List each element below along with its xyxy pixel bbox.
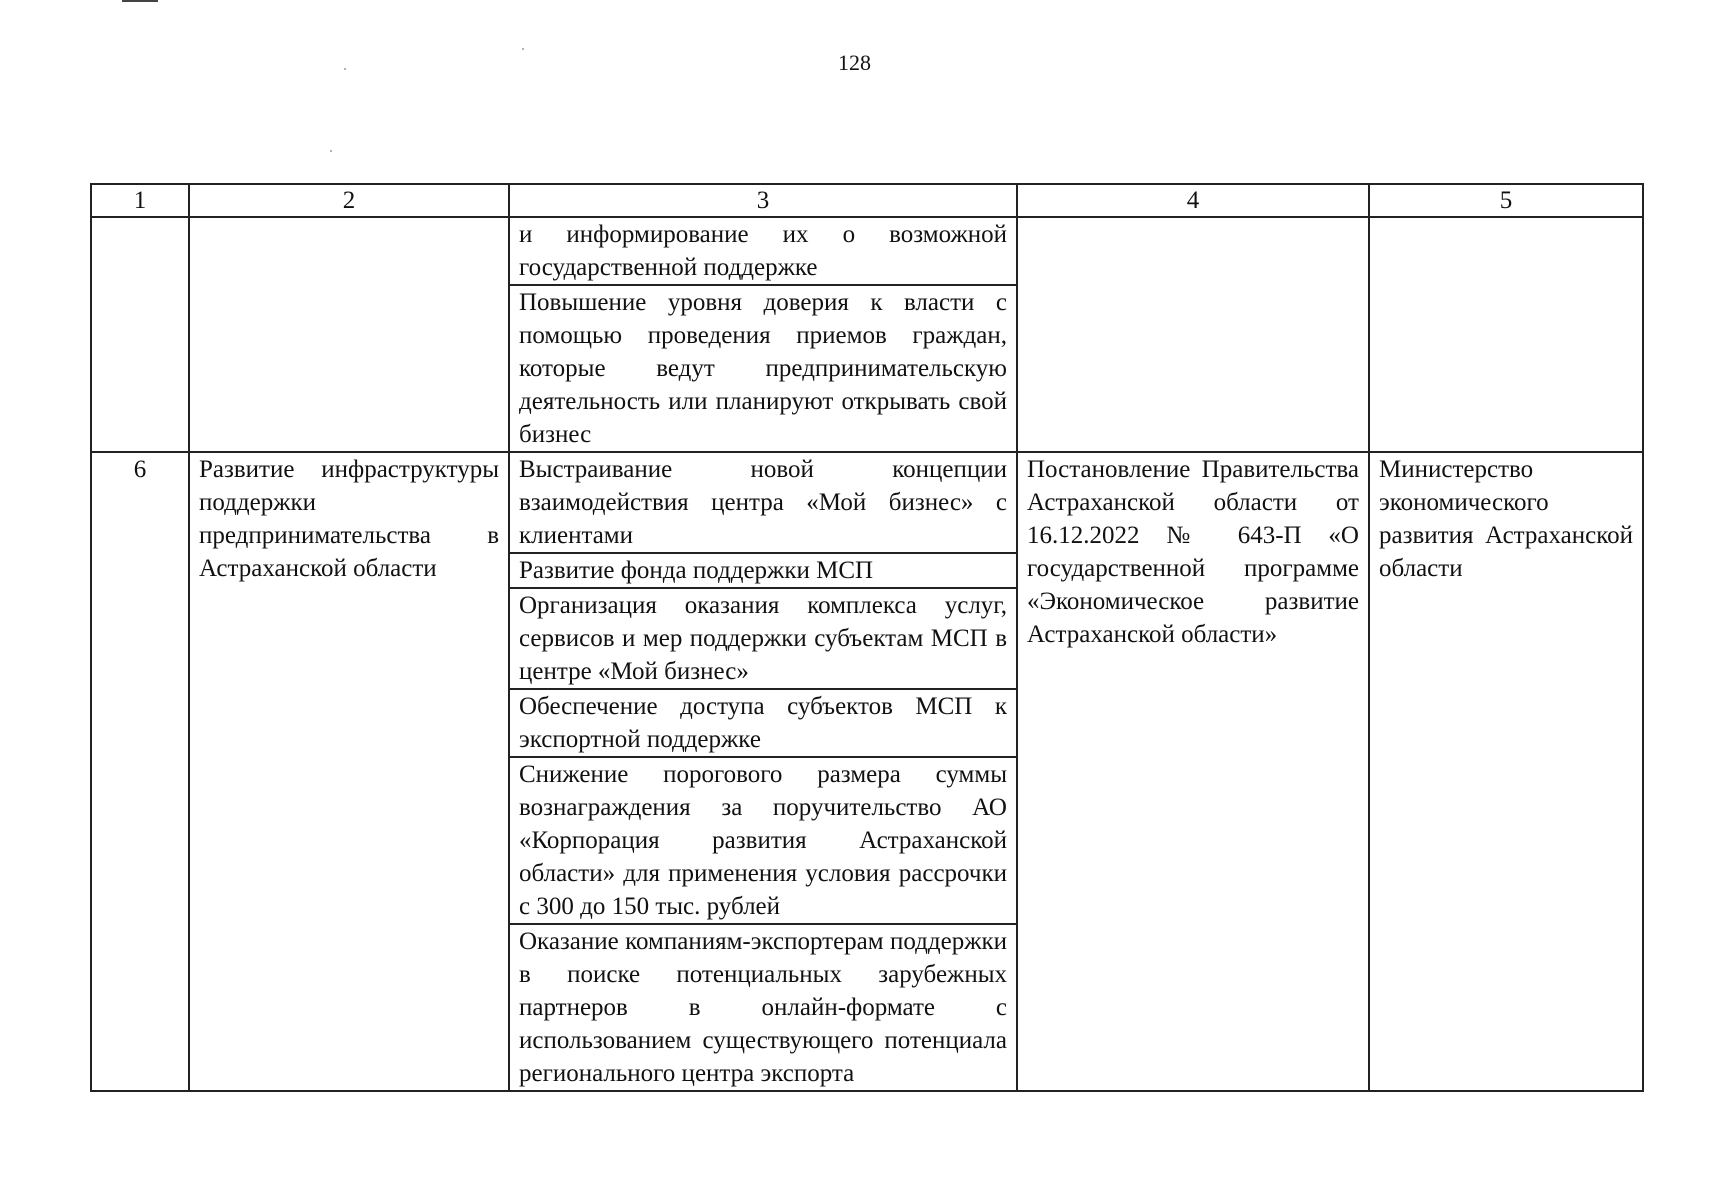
measure-item: Оказание компаниям-экспортерам поддержки в поиске потенциальных зарубежных партнеров в онлайн-формате с использованием существующего потенциала регионального центра экспорта	[519, 928, 1007, 1087]
measures-cell	[509, 452, 1017, 1091]
measure-item: и информирование их о возможной государственной поддержке	[510, 218, 1016, 286]
measure-item: Развитие фонда поддержки МСП	[510, 554, 1016, 589]
table-header-row	[91, 184, 1643, 217]
continued-col-2	[189, 217, 509, 452]
row-number: 6	[91, 452, 189, 1091]
executor-cell: Министерство экономического развития Астраханской области	[1369, 452, 1643, 1091]
document-cell: Постановление Правительства Астраханской области от 16.12.2022 № 643-П «О государственной программе «Экономическое развитие Астраханской области»	[1017, 452, 1369, 1091]
continued-col-4	[1017, 217, 1369, 452]
continued-col-1	[91, 217, 189, 452]
measure-item: Выстраивание новой концепции взаимодействия центра «Мой бизнес» с клиентами	[510, 453, 1016, 554]
continued-col-5	[1369, 217, 1643, 452]
measure-item: Повышение уровня доверия к власти с помощью проведения приемов граждан, которые ведут предпринимательскую деятельность или планируют открывать свой бизнес	[519, 289, 1007, 448]
table-row-continued	[91, 217, 1643, 452]
header-col-2: 2	[189, 184, 509, 217]
measure-item: Обеспечение доступа субъектов МСП к экспортной поддержке	[510, 690, 1016, 758]
header-col-1: 1	[91, 184, 189, 217]
continued-measures-cell	[509, 217, 1017, 452]
measure-item: Снижение порогового размера суммы вознаграждения за поручительство АО «Корпорация развития Астраханской области» для применения условия рассрочки с 300 до 150 тыс. рублей	[510, 758, 1016, 925]
measures-table	[90, 183, 1644, 1092]
direction-cell: Развитие инфраструктуры поддержки предпринимательства в Астраханской области	[189, 452, 509, 1091]
header-col-5: 5	[1369, 184, 1643, 217]
header-col-3: 3	[509, 184, 1017, 217]
page-number: 128	[838, 50, 871, 75]
header-col-4: 4	[1017, 184, 1369, 217]
scan-mark	[122, 0, 158, 2]
table-row-6	[91, 452, 1643, 1091]
scan-speck	[330, 150, 332, 152]
measure-item: Организация оказания комплекса услуг, сервисов и мер поддержки субъектам МСП в центре «Мой бизнес»	[510, 589, 1016, 690]
